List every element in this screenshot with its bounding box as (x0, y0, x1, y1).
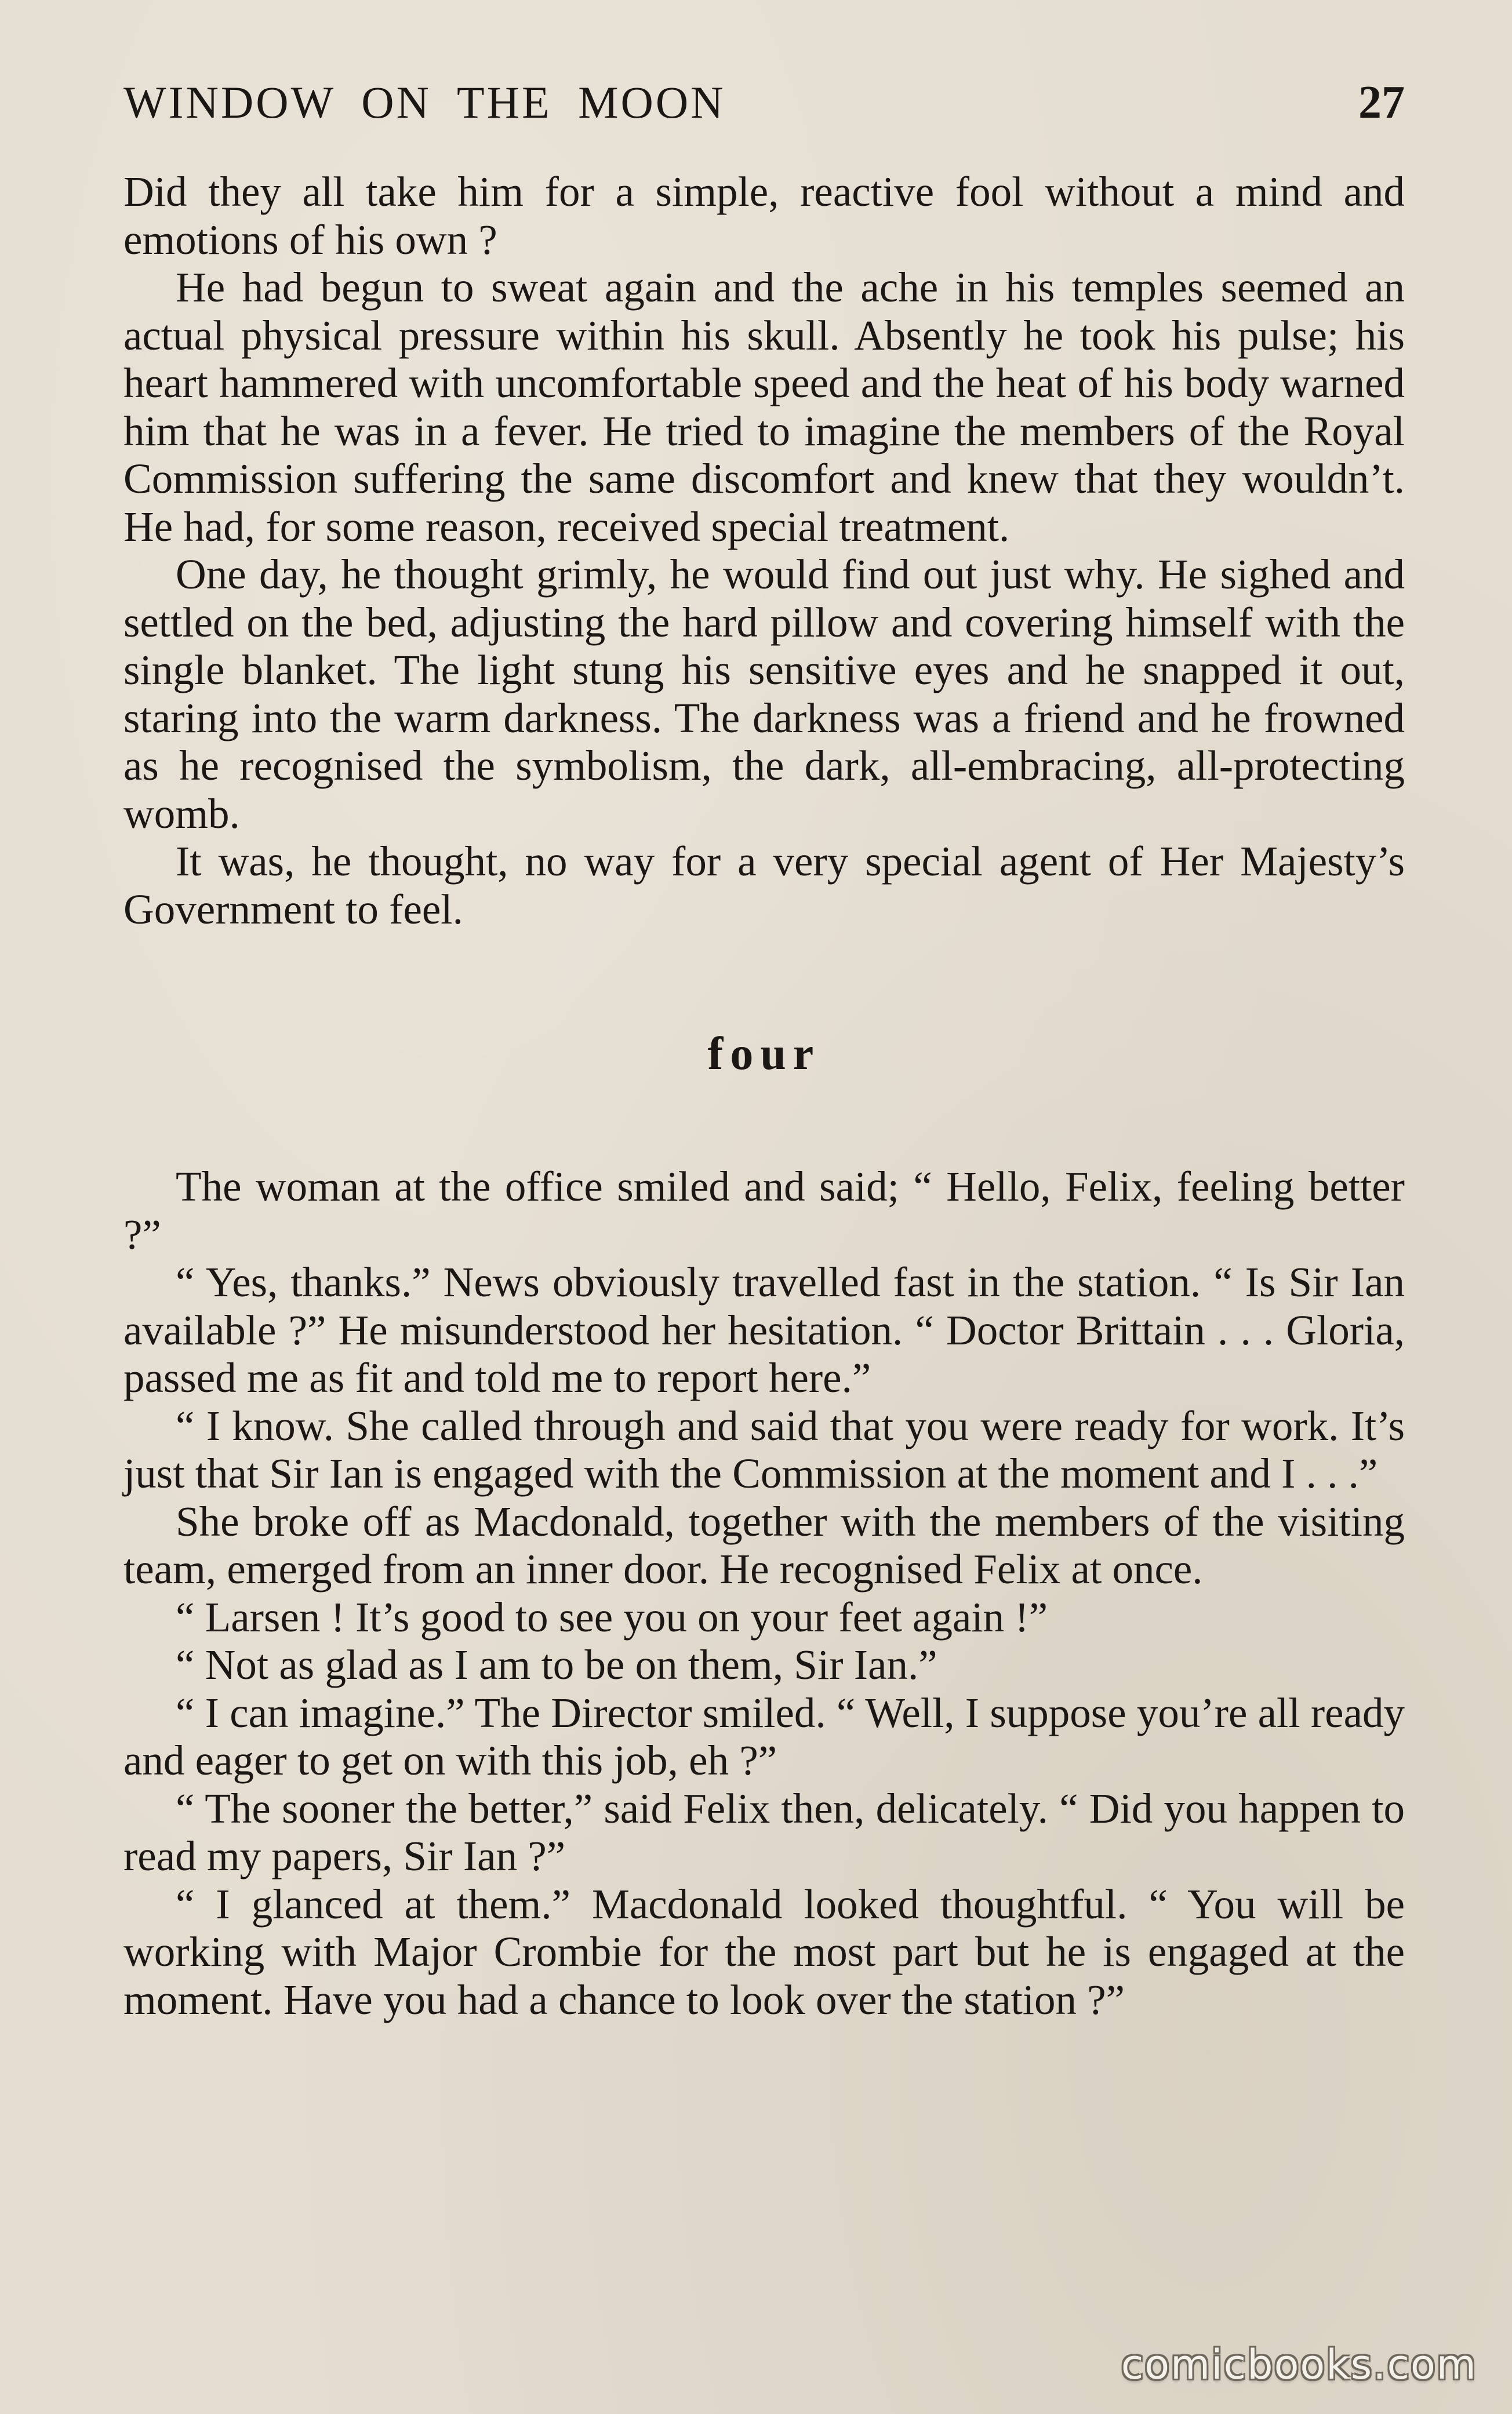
page-header (123, 71, 1405, 134)
page-body (123, 168, 1405, 2024)
page-number: 27 (1358, 77, 1405, 128)
paragraph: “ Not as glad as I am to be on them, Sir Ian.” (176, 1641, 937, 1688)
paragraph: She broke off as Macdonald, together with the members of the visiting team, emerged from an inner door. He recognised Felix at once. (123, 1497, 1405, 1593)
paragraph: “ Yes, thanks.” News obviously travelled fast in the station. “ Is Sir Ian available ?” He misunderstood her hesitation. “ Doctor Brittain . . . Gloria, passed me as fit and told me to report here.” (123, 1259, 1405, 1401)
paragraph: “ The sooner the better,” said Felix then, delicately. “ Did you happen to read my papers, Sir Ian ?” (123, 1784, 1405, 1879)
paragraph: It was, he thought, no way for a very special agent of Her Majesty’s Government to feel. (123, 838, 1405, 933)
running-head: WINDOW ON THE MOON (123, 77, 726, 128)
watermark-logo: comicbooks.com (1121, 2341, 1477, 2388)
paragraph: He had begun to sweat again and the ache in his temples seemed an actual physical pressure within his skull. Absently he took his pulse; his heart hammered with uncomfortable speed and the heat of his body warned him that he was in a fever. He tried to imagine the members of the Royal Commission suffering the same discomfort and knew that they wouldn’t. He had, for some reason, received special treatment. (123, 264, 1405, 550)
paragraph: “ Larsen ! It’s good to see you on your feet again !” (176, 1593, 1048, 1641)
paragraph: Did they all take him for a simple, reactive fool without a mind and emotions of his own ? (123, 168, 1405, 263)
paragraph: “ I glanced at them.” Macdonald looked thoughtful. “ You will be working with Major Crombie for the most part but he is engaged at the moment. Have you had a chance to look over the station ?” (123, 1880, 1405, 2023)
paragraph: “ I can imagine.” The Director smiled. “ Well, I suppose you’re all ready and eager to get on with this job, eh ?” (123, 1689, 1405, 1784)
paragraph: “ I know. She called through and said that you were ready for work. It’s just that Sir Ian is engaged with the Commission at the moment and I . . .” (123, 1402, 1405, 1497)
paragraph: One day, he thought grimly, he would find out just why. He sighed and settled on the bed, adjusting the hard pillow and covering himself with the single blanket. The light stung his sensitive eyes and he snapped it out, staring into the warm darkness. The darkness was a friend and he frowned as he recognised the symbolism, the dark, all-embracing, all-protecting womb. (123, 551, 1405, 837)
chapter-heading: four (707, 1028, 821, 1079)
paragraph: The woman at the office smiled and said; “ Hello, Felix, feeling better ?” (123, 1163, 1405, 1258)
